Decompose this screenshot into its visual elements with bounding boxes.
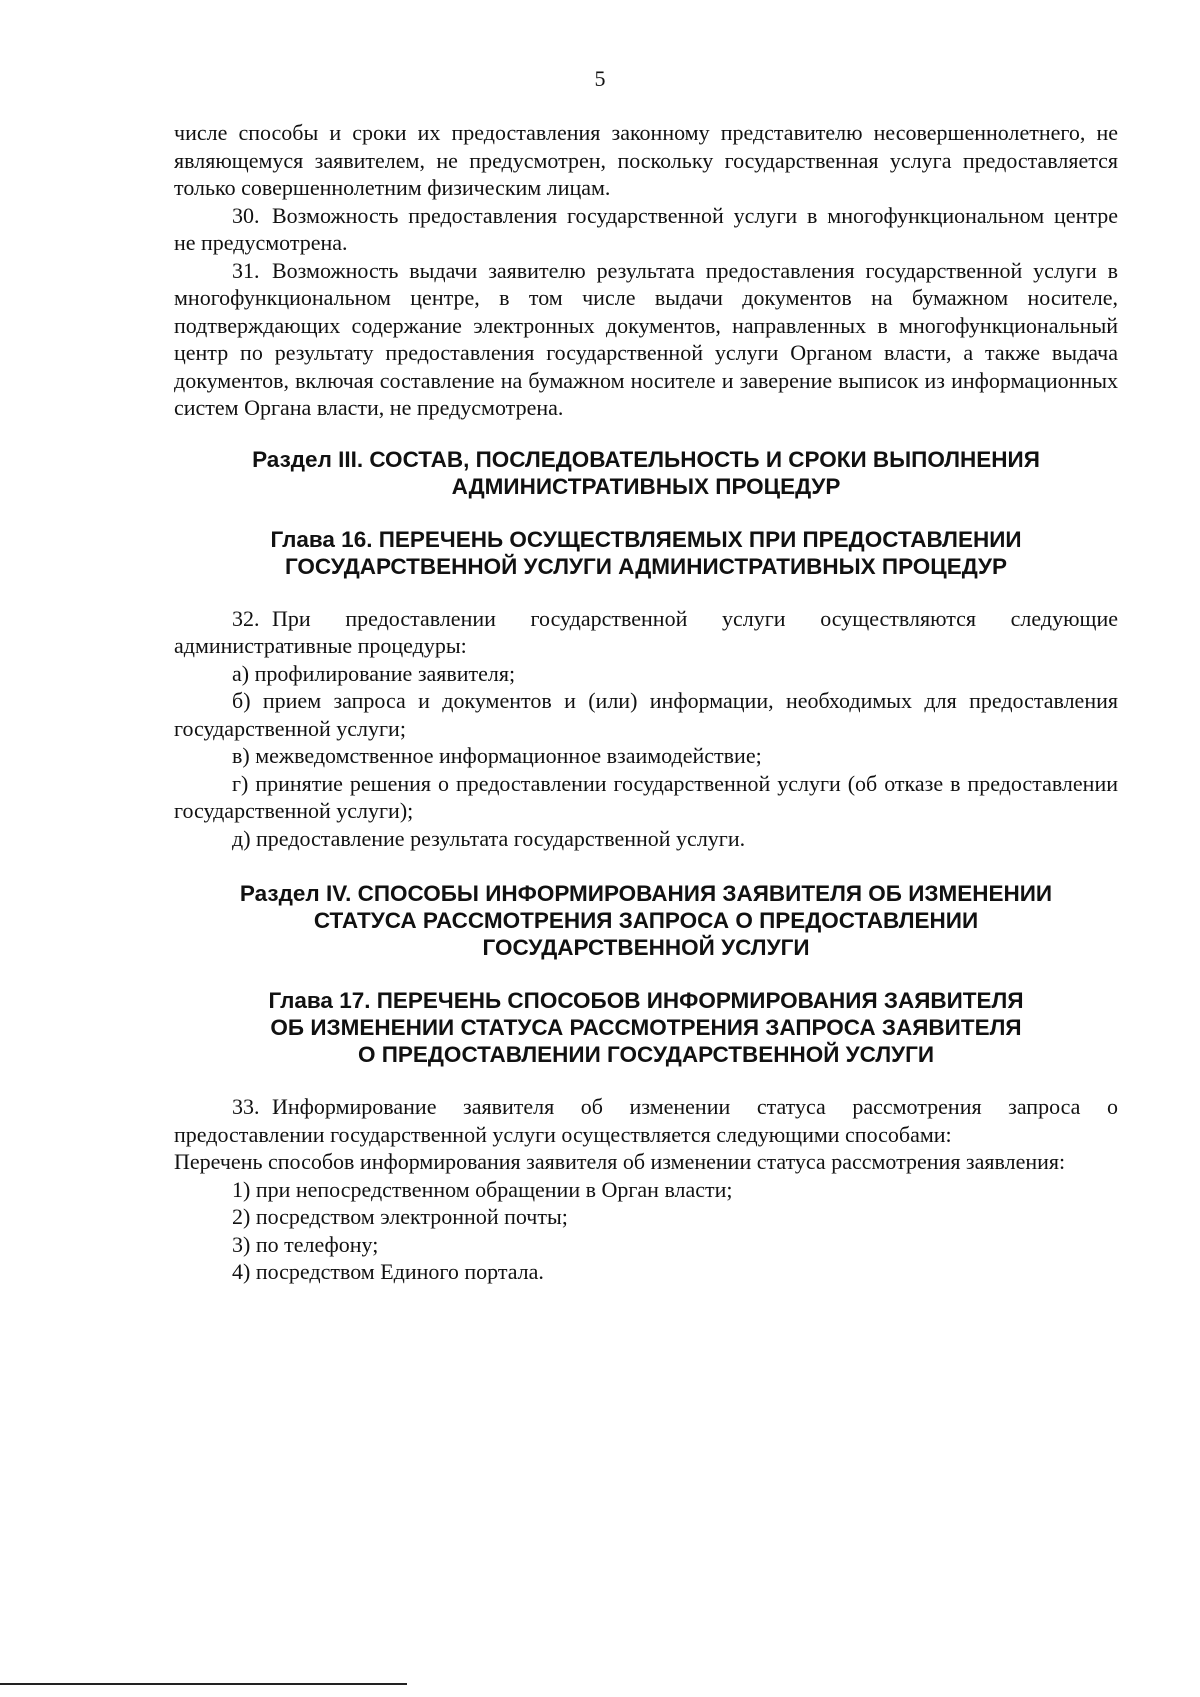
intro-paragraph: числе способы и сроки их предоставления законному представителю несовершеннолетнего, не являющемуся заявителем, не предусмотрен, поскольку государственная услуга предоставляется только совершеннолетним физическим лицам. [174, 120, 1118, 200]
heading-line: ОБ ИЗМЕНЕНИИ СТАТУСА РАССМОТРЕНИЯ ЗАПРОСА ЗАЯВИТЕЛЯ [270, 1015, 1022, 1040]
list-item: в) межведомственное информационное взаимодействие; [232, 743, 762, 768]
heading-line: Глава 16. ПЕРЕЧЕНЬ ОСУЩЕСТВЛЯЕМЫХ ПРИ ПРЕДОСТАВЛЕНИИ [270, 526, 1022, 552]
document-body [174, 119, 1118, 1286]
paragraph-number: 31. [232, 257, 260, 283]
list-item: б) прием запроса и документов и (или) информации, необходимых для предоставления государственной услуги; [174, 688, 1118, 741]
paragraph-33-subtext: Перечень способов информирования заявителя об изменении статуса рассмотрения заявления: [174, 1149, 1066, 1174]
list-item: г) принятие решения о предоставлении государственной услуги (об отказе в предоставлении государственной услуги); [174, 770, 1118, 823]
section-4-heading [174, 880, 1118, 961]
paragraph-33 [174, 1093, 1118, 1148]
paragraph-32 [174, 605, 1118, 660]
heading-line: Глава 17. ПЕРЕЧЕНЬ СПОСОБОВ ИНФОРМИРОВАНИЯ ЗАЯВИТЕЛЯ [268, 988, 1024, 1013]
paragraph-number: 32. [232, 605, 260, 631]
heading-line: Раздел III. СОСТАВ, ПОСЛЕДОВАТЕЛЬНОСТЬ И СРОКИ ВЫПОЛНЕНИЯ [252, 446, 1040, 472]
chapter-17-heading [174, 987, 1118, 1068]
paragraph-30 [174, 202, 1118, 257]
heading-line: ГОСУДАРСТВЕННОЙ УСЛУГИ [482, 935, 810, 960]
heading-line: Раздел IV. СПОСОБЫ ИНФОРМИРОВАНИЯ ЗАЯВИТЕЛЯ ОБ ИЗМЕНЕНИИ [239, 881, 1053, 906]
section-3-heading [174, 446, 1118, 500]
heading-line: АДМИНИСТРАТИВНЫХ ПРОЦЕДУР [451, 473, 841, 499]
paragraph-text: Информирование заявителя об изменении статуса рассмотрения запроса о предоставлении государственной услуги осуществляется следующими способами: [174, 1094, 1118, 1147]
heading-line: СТАТУСА РАССМОТРЕНИЯ ЗАПРОСА О ПРЕДОСТАВЛЕНИИ [313, 908, 979, 933]
heading-line: ГОСУДАРСТВЕННОЙ УСЛУГИ АДМИНИСТРАТИВНЫХ ПРОЦЕДУР [284, 553, 1008, 579]
list-item: 2) посредством электронной почты; [232, 1204, 568, 1229]
list-item: д) предоставление результата государственной услуги. [232, 825, 746, 851]
paragraph-31 [174, 257, 1118, 422]
paragraph-number: 30. [232, 202, 260, 228]
list-item: 1) при непосредственном обращении в Орган власти; [232, 1176, 733, 1202]
paragraph-text: Возможность предоставления государственной услуги в многофункциональном центре не предусмотрена. [174, 202, 1118, 255]
list-item: 3) по телефону; [232, 1231, 379, 1257]
paragraph-text: При предоставлении государственной услуги осуществляются следующие административные процедуры: [174, 605, 1118, 658]
page-number: 5 [594, 66, 606, 91]
footnote-divider [0, 1683, 407, 1685]
paragraph-number: 33. [232, 1094, 260, 1119]
list-item: а) профилирование заявителя; [232, 660, 516, 686]
chapter-16-heading [174, 526, 1118, 580]
paragraph-text: Возможность выдачи заявителю результата предоставления государственной услуги в многофункциональном центре, в том числе выдачи документов на бумажном носителе, подтверждающих содержание электронных документов, направленных в многофункциональный центр по результату предоставления государственной услуги Органом власти, а также выдача документов, включая составление на бумажном носителе и заверение выписок из информационных систем Органа власти, не предусмотрена. [174, 257, 1118, 420]
list-item: 4) посредством Единого портала. [232, 1259, 544, 1284]
heading-line: О ПРЕДОСТАВЛЕНИИ ГОСУДАРСТВЕННОЙ УСЛУГИ [357, 1042, 935, 1067]
